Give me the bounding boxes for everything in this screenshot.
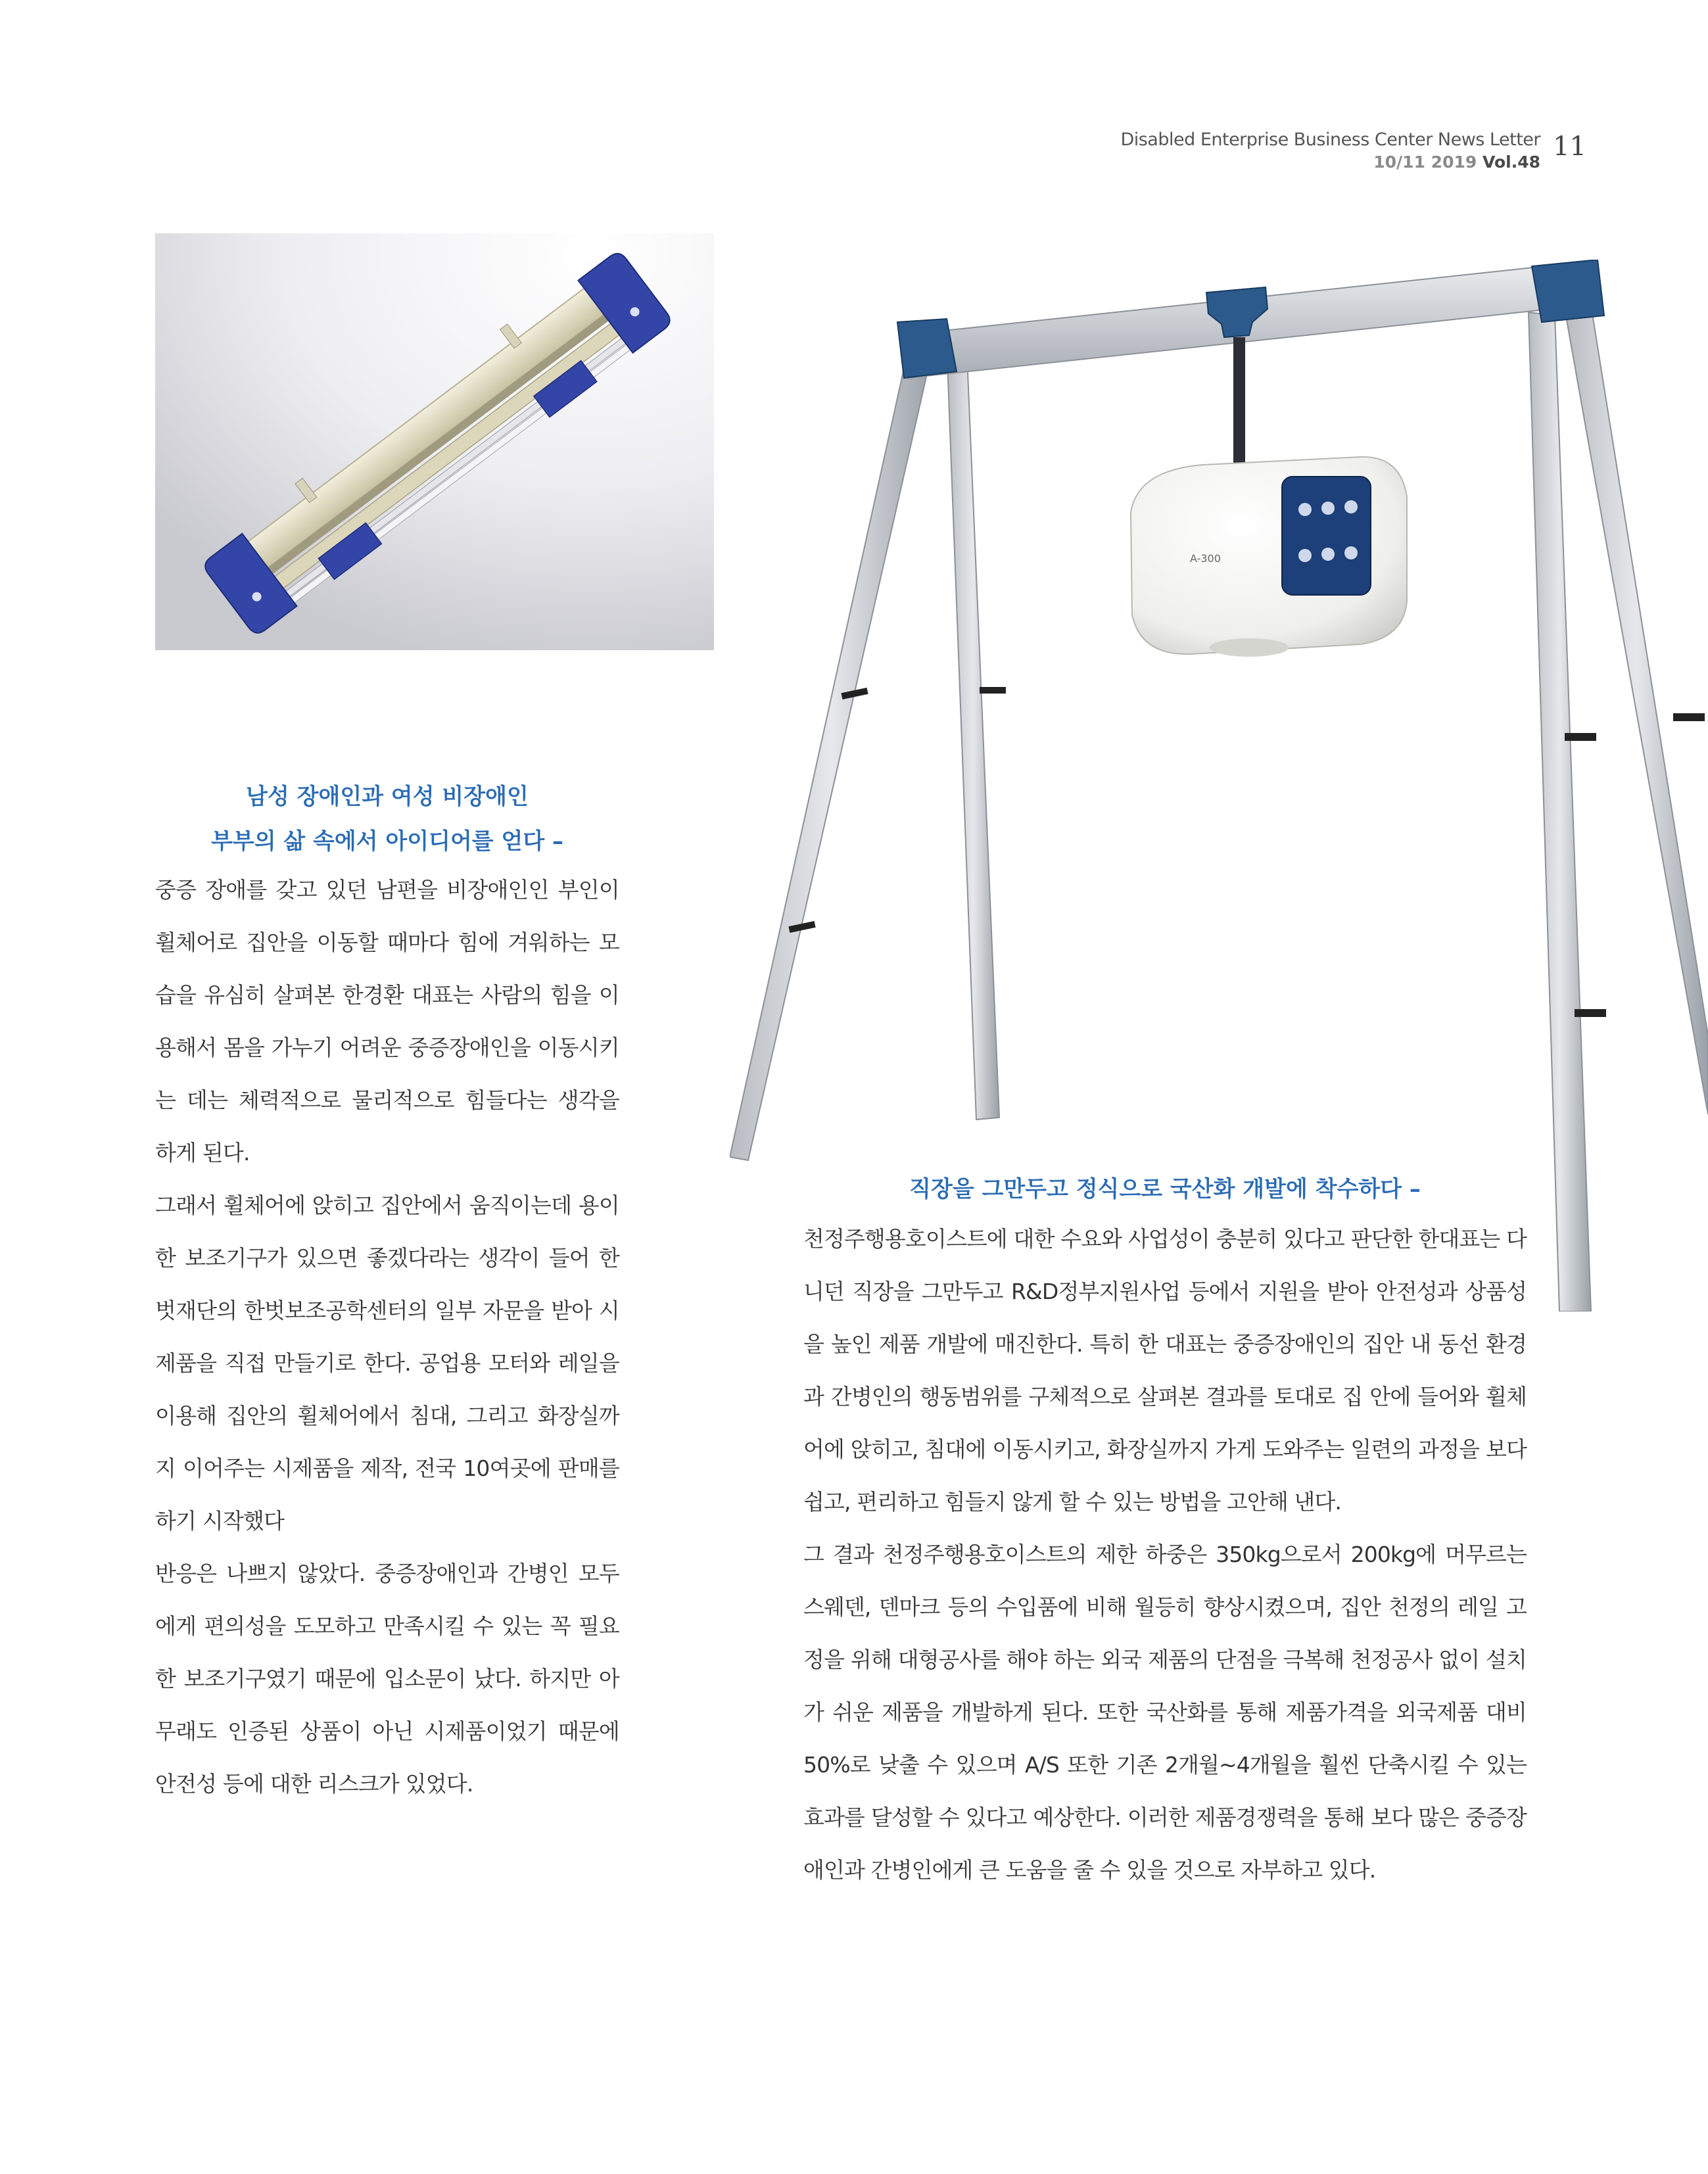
- hoist-product-illustration: [730, 260, 1708, 1311]
- a-frame-hoist-image: [730, 260, 1708, 1311]
- issue-volume: Vol.48: [1482, 153, 1540, 172]
- left-paragraph-2: 그래서 휠체어에 앉히고 집안에서 움직이는데 용이한 보조기구가 있으면 좋겠다라는 생각이 들어 한벗재단의 한벗보조공학센터의 일부 자문을 받아 시제품을 직접 만들기로 한다. 공업용 모터와 레일을 이용해 집안의 휠체어에서 침대, 그리고 화장실까지 이어주는 시제품을 제작, 전국 10여곳에 판매를 하기 시작했다: [155, 1193, 619, 1534]
- issue-line: [1120, 152, 1540, 173]
- left-heading-line2: 부부의 삶 속에서 아이디어를 얻다 –: [211, 828, 563, 855]
- right-column: [803, 1167, 1527, 1897]
- right-paragraph-1: 천정주행용호이스트에 대한 수요와 사업성이 충분히 있다고 판단한 한대표는 다니던 직장을 그만두고 R&D정부지원사업 등에서 지원을 받아 안전성과 상품성을 높인 제품 개발에 매진한다. 특히 한 대표는 중증장애인의 집안 내 동선 환경과 간병인의 행동범위를 구체적으로 살펴본 결과를 토대로 집 안에 들어와 휠체어에 앉히고, 침대에 이동시키고, 화장실까지 가게 도와주는 일련의 과정을 보다 쉽고, 편리하고 힘들지 않게 할 수 있는 방법을 고안해 낸다.: [803, 1226, 1527, 1515]
- right-paragraph-2: 그 결과 천정주행용호이스트의 제한 하중은 350kg으로서 200kg에 머무르는 스웨덴, 덴마크 등의 수입품에 비해 월등히 향상시켰으며, 집안 천정의 레일 고정을 위해 대형공사를 해야 하는 외국 제품의 단점을 극복해 천정공사 없이 설치가 쉬운 제품을 개발하게 된다. 또한 국산화를 통해 제품가격을 외국제품 대비 50%로 낮출 수 있으며 A/S 또한 기존 2개월~4개월을 훨씬 단축시킬 수 있는 효과를 달성할 수 있다고 예상한다. 이러한 제품경쟁력을 통해 보다 많은 중증장애인과 간병인에게 큰 도움을 줄 수 있을 것으로 자부하고 있다.: [803, 1542, 1527, 1883]
- right-heading: 직장을 그만두고 정식으로 국산화 개발에 착수하다 –: [909, 1176, 1421, 1202]
- left-paragraph-1: 중증 장애를 갖고 있던 남편을 비장애인인 부인이 휠체어로 집안을 이동할 때마다 힘에 겨워하는 모습을 유심히 살펴본 한경환 대표는 사람의 힘을 이용해서 몸을 가누기 어려운 중증장애인을 이동시키는 데는 체력적으로 물리적으로 힘들다는 생각을 하게 된다.: [155, 877, 619, 1166]
- left-column: [155, 774, 619, 1810]
- left-heading-line1: 남성 장애인과 여성 비장애인: [246, 784, 529, 810]
- left-paragraph-3: 반응은 나쁘지 않았다. 중증장애인과 간병인 모두에게 편의성을 도모하고 만족시킬 수 있는 꼭 필요한 보조기구였기 때문에 입소문이 났다. 하지만 아무래도 인증된 상품이 아닌 시제품이었기 때문에 안전성 등에 대한 리스크가 있었다.: [155, 1561, 619, 1797]
- issue-date: 10/11 2019: [1373, 153, 1477, 172]
- newsletter-header: [1120, 128, 1540, 173]
- page-number: 11: [1553, 131, 1586, 162]
- newsletter-name: Disabled Enterprise Business Center News Letter: [1120, 130, 1540, 150]
- rail-product-illustration: [155, 233, 714, 650]
- ceiling-rail-product-image: [155, 233, 714, 650]
- hoist-model-label: A-300: [1190, 552, 1221, 565]
